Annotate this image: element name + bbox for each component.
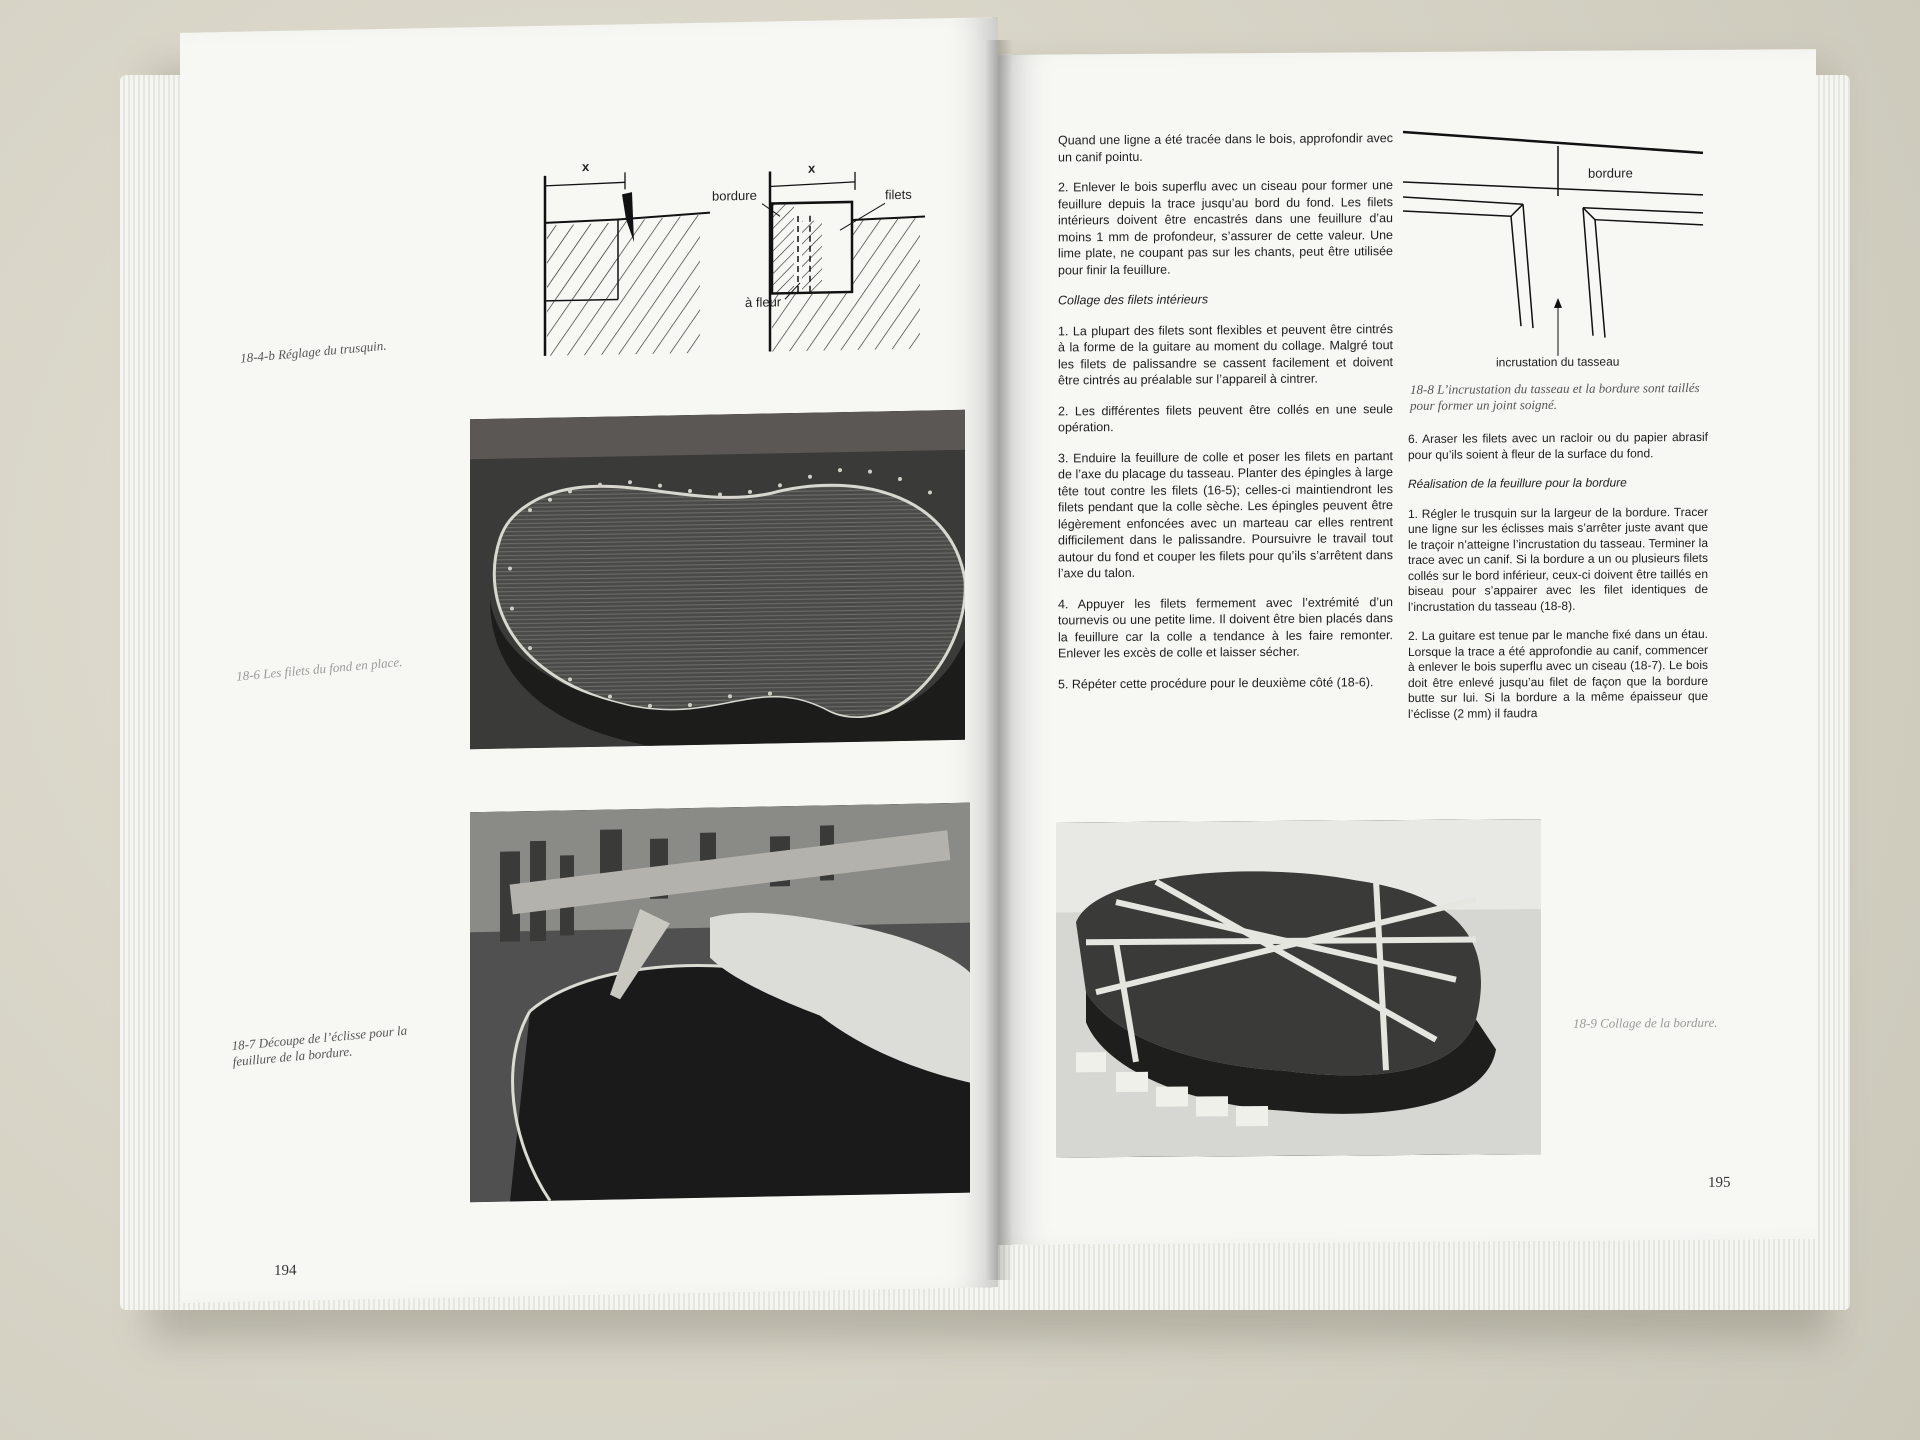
section-heading: Collage des filets intérieurs xyxy=(1058,292,1209,308)
text-column-1 xyxy=(1058,130,1393,706)
photo-guitar-back-pins xyxy=(470,410,965,750)
trusquin-diagram xyxy=(540,118,940,366)
paragraph: 1. La plupart des filets sont flexibles et peuvent être cintrés à la forme de la guitare au moment du collage. Malgré tout les filets de palissandre se cassent facilement et doivent être cintrés au préalable sur l’appareil à cintrer. xyxy=(1058,321,1393,388)
label-bordure-right: bordure xyxy=(1588,165,1633,181)
paragraph: 6. Araser les filets avec un racloir ou du papier abrasif pour qu’ils soient à fleur de la surface du fond. xyxy=(1408,429,1708,462)
paragraph: 4. Appuyer les filets fermement avec l’extrémité d’un tournevis ou une petite lime. Il doivent être bien placés dans la feuillure car la colle a tendance à les faire remonter. Enlever les excès de colle et laisser sécher. xyxy=(1058,594,1393,661)
label-bordure-left: bordure xyxy=(712,187,757,204)
paragraph: 3. Enduire la feuillure de colle et poser les filets en partant de l’axe du placage du tasseau. Planter des épingles à large tête tout contre les filets (16-5); celles-ci maintiendront les filets pendant que la colle sèche. Les épingles peuvent être légèrement enfoncées avec un marteau car elles rentrent difficilement dans le palissandre. Poursuivre le travail tout autour du fond et couper les filets pour qu’ils s’arrêtent dans l’axe du talon. xyxy=(1058,448,1393,581)
label-incrustation: incrustation du tasseau xyxy=(1496,354,1620,370)
caption-18-7: 18-7 Découpe de l’éclisse pour la feuillure de la bordure. xyxy=(231,1022,408,1070)
paragraph: 2. Les différentes filets peuvent être collés en une seule opération. xyxy=(1058,401,1393,435)
caption-18-6: 18-6 Les filets du fond en place. xyxy=(235,653,403,684)
paragraph: 1. Régler le trusquin sur la largeur de la bordure. Tracer une ligne sur les éclisses mais s’arrêter juste avant que le traçoir n’atteigne l’incrustation du tasseau. Terminer la trace avec un canif. Si la bordure a un ou plusieurs filets collés sur le bord inférieur, ceux-ci doivent être taillés en biseau pour s’appairer avec les filet identiques de l’incrustation du tasseau (18-8). xyxy=(1408,504,1708,614)
text-column-2 xyxy=(1408,430,1708,736)
right-page xyxy=(998,49,1816,1245)
page-number-left: 194 xyxy=(274,1262,297,1280)
paragraph: 5. Répéter cette procédure pour le deuxième côté (18-6). xyxy=(1058,674,1374,691)
caption-18-8: 18-8 L’incrustation du tasseau et la bordure sont taillés pour former un joint soigné. xyxy=(1410,379,1700,413)
caption-18-9: 18-9 Collage de la bordure. xyxy=(1573,1014,1718,1031)
page-number-right: 195 xyxy=(1708,1174,1731,1191)
photo-gluing-binding xyxy=(1056,819,1541,1157)
paragraph: 2. Enlever le bois superflu avec un ciseau pour former une feuillure depuis la trace jusqu’au bord du fond. Les filets intérieurs doivent être encastrés dans une feuillure d’au moins 1 mm de profondeur, s’assurer de cette valeur. Une lime plate, ne coupant pas sur les chants, peut être utilisée pour finir la feuillure. xyxy=(1058,178,1393,277)
label-filets: filets xyxy=(885,186,912,203)
photo-cutting-rebate xyxy=(470,803,970,1203)
caption-18-4-b: 18-4-b Réglage du trusquin. xyxy=(239,337,387,366)
dimension-x-left: x xyxy=(582,158,590,175)
paragraph: 2. La guitare est tenue par le manche fixé dans un étau. Lorsque la trace a été approfondie au canif, commencer à enlever le bois superflu avec un ciseau (18-7). Le bois doit être enlevé jusqu’au filet de façon que la bordure butte sur lui. Si la bordure a la même épaisseur que l’éclisse (2 mm) il faudra xyxy=(1408,626,1708,721)
dimension-x-right: x xyxy=(808,160,816,176)
book-gutter xyxy=(985,40,1013,1280)
left-page xyxy=(180,17,998,1303)
paragraph: Quand une ligne a été tracée dans le bois, approfondir avec un canif pointu. xyxy=(1058,131,1393,164)
section-heading: Réalisation de la feuillure pour la bordure xyxy=(1408,475,1627,491)
label-a-fleur: à fleur xyxy=(745,294,782,311)
incrustation-diagram xyxy=(1403,125,1713,357)
